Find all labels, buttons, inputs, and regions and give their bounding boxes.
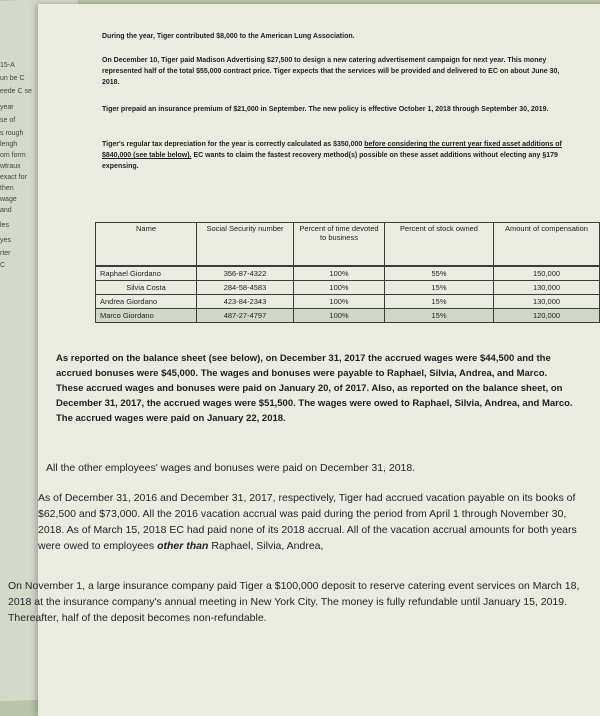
cell-time: 100% bbox=[294, 295, 385, 309]
margin-note: lengh bbox=[0, 141, 18, 148]
vacation-text-end: Raphael, Silvia, Andrea, bbox=[208, 540, 324, 552]
cell-ssn: 487-27-4797 bbox=[197, 309, 294, 323]
cell-ssn: 423-84-2343 bbox=[197, 295, 294, 309]
margin-note: un be C bbox=[0, 75, 25, 82]
cell-ssn: 356-87-4322 bbox=[197, 266, 294, 281]
paragraph-other-employees: All the other employees' wages and bonuses were paid on December 31, 2018. bbox=[46, 462, 416, 474]
margin-note: yes bbox=[0, 237, 11, 244]
cell-compensation: 120,000 bbox=[494, 309, 600, 323]
margin-note: then bbox=[0, 185, 14, 192]
cell-name: Raphael Giordano bbox=[96, 266, 197, 281]
margin-note: exact for bbox=[0, 174, 27, 181]
margin-note: se of bbox=[0, 117, 16, 124]
col-header-stock: Percent of stock owned bbox=[385, 223, 494, 267]
cell-time: 100% bbox=[294, 309, 385, 323]
cell-compensation: 130,000 bbox=[494, 281, 600, 295]
cell-time: 100% bbox=[294, 266, 385, 281]
paragraph-lung-association: During the year, Tiger contributed $8,000 to the American Lung Association. bbox=[102, 33, 355, 40]
cell-name: Silvia Costa bbox=[96, 281, 197, 295]
depreciation-underlined-text: before considering the current year fixed asset additions of $840,000 (see table below). bbox=[102, 141, 562, 159]
table-row bbox=[96, 309, 600, 323]
margin-note: wage bbox=[0, 196, 17, 203]
col-header-name: Name bbox=[96, 223, 197, 267]
table-row bbox=[96, 295, 600, 309]
cell-ssn: 284-58-4583 bbox=[197, 281, 294, 295]
col-header-time: Percent of time devoted to business bbox=[294, 223, 385, 267]
col-header-compensation: Amount of compensation bbox=[494, 223, 600, 267]
paragraph-vacation-accrual bbox=[38, 490, 586, 554]
margin-note: s rough bbox=[0, 130, 24, 137]
margin-note: year bbox=[0, 104, 14, 111]
cell-stock: 15% bbox=[385, 295, 494, 309]
paragraph-advertising: On December 10, Tiger paid Madison Advertising $27,500 to design a new catering advertisement campaign for next year. This money represented half of the total $55,000 contract price. Tiger expects that the services will be provided and delivered to EC on about June 30, 2018. bbox=[102, 57, 560, 86]
margin-note: wtraux bbox=[0, 163, 21, 170]
cell-compensation: 130,000 bbox=[494, 295, 600, 309]
col-header-ssn: Social Security number bbox=[197, 223, 294, 267]
paragraph-insurance-premium: Tiger prepaid an insurance premium of $21,000 in September. The new policy is effective October 1, 2018 through September 30, 2019. bbox=[102, 106, 549, 113]
margin-note: and bbox=[0, 207, 12, 214]
cell-compensation: 150,000 bbox=[494, 266, 600, 281]
paragraph-accrued-wages: As reported on the balance sheet (see below), on December 31, 2017 the accrued wages were $44,500 and the accrued bonuses were $45,000. The wages and bonuses were payable to Raphael, Silvia, Andrea, and Marco. These accrued wages and bonuses were paid on January 20, of 2017. Also, as reported on the balance sheet, on December 31, 2017, the accrued wages were $51,500. The wages were owed to Raphael, Silvia, Andrea, and Marco. The accrued wages were paid on January 22, 2018. bbox=[56, 353, 573, 424]
depreciation-text-end: EC wants to claim the fastest recovery method(s) possible on these asset additions without electing any §179 expensing. bbox=[102, 152, 558, 170]
margin-note: les bbox=[0, 222, 9, 229]
cell-name: Marco Giordano bbox=[96, 309, 197, 323]
margin-note: C bbox=[0, 262, 6, 269]
cell-stock: 55% bbox=[385, 266, 494, 281]
depreciation-text: Tiger's regular tax depreciation for the year is correctly calculated as $350,000 bbox=[102, 141, 365, 148]
margin-note: om form bbox=[0, 152, 26, 159]
table-row bbox=[96, 281, 600, 295]
cell-name: Andrea Giordano bbox=[96, 295, 197, 309]
margin-note: 15-A bbox=[0, 62, 15, 69]
paragraph-depreciation bbox=[102, 139, 562, 172]
margin-note: eede C se bbox=[0, 88, 32, 95]
cell-time: 100% bbox=[294, 281, 385, 295]
vacation-text: As of December 31, 2016 and December 31, 2017, respectively, Tiger had accrued vacation payable on its books of $62,500 and $73,000. All the 2016 vacation accrual was paid during the period from April 1 through November 30, 2018. As of March 15, 2018 EC had paid none of its 2018 accrual. All of the vacation accrual amounts for both years were owed to employees bbox=[38, 492, 577, 552]
table-row bbox=[96, 266, 600, 281]
table-header-row bbox=[96, 223, 600, 267]
vacation-emphasis: other than bbox=[157, 540, 209, 552]
compensation-table bbox=[95, 222, 600, 323]
cell-stock: 15% bbox=[385, 309, 494, 323]
cell-stock: 15% bbox=[385, 281, 494, 295]
margin-note: rter bbox=[0, 250, 11, 257]
paragraph-insurance-deposit: On November 1, a large insurance company paid Tiger a $100,000 deposit to reserve catering event services on March 18, 2018 at the insurance company's annual meeting in New York City. The money is fully refundable until January 15, 2019. Thereafter, half of the deposit becomes non-refundable. bbox=[8, 580, 580, 624]
